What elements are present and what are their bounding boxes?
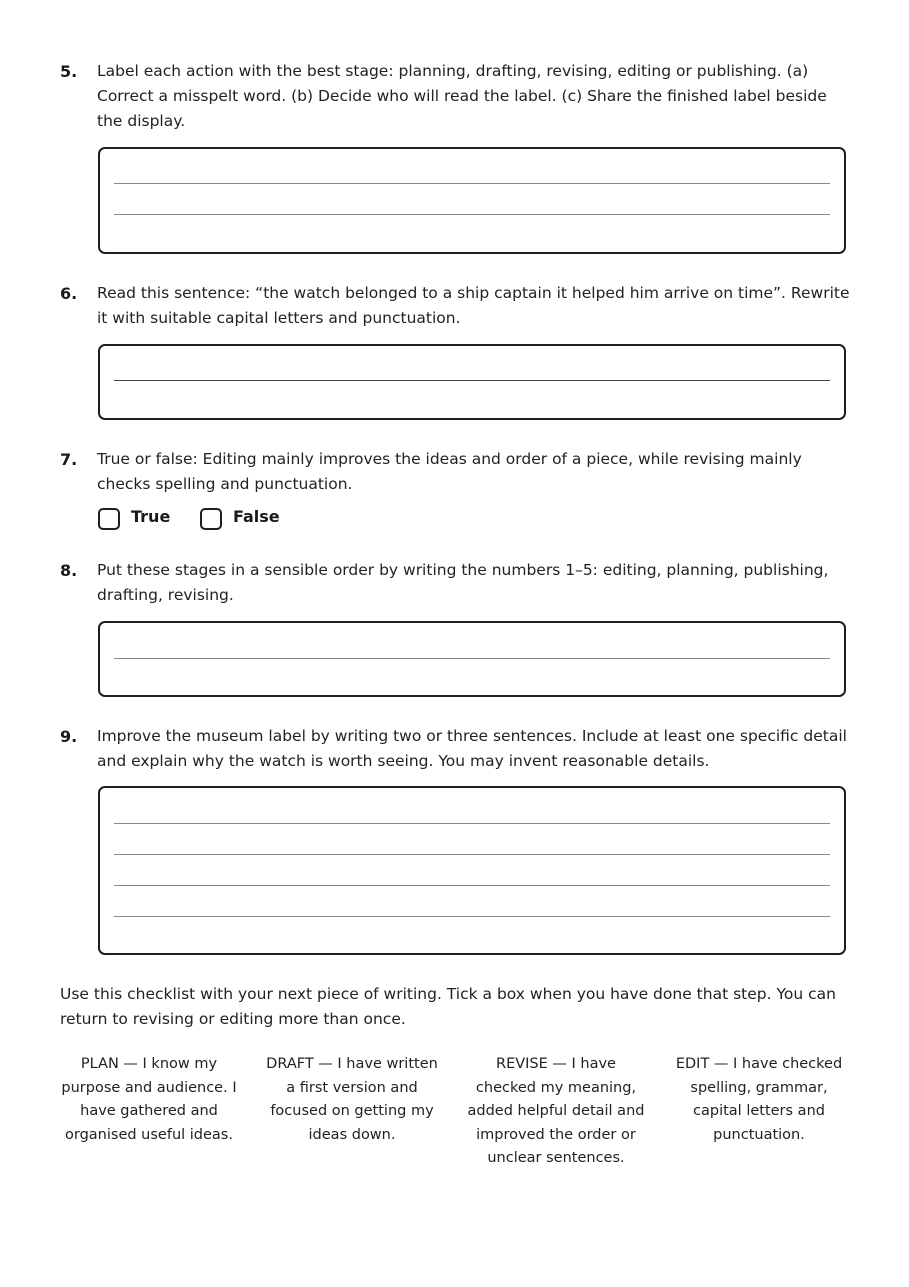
question-text: Improve the museum label by writing two or three sentences. Include at least one specific detail and explain why the watch is worth seeing. You may invent reasonable details. <box>97 727 847 770</box>
answer-box-5[interactable] <box>98 147 846 254</box>
writing-line <box>114 885 830 886</box>
checklist-step-edit: EDIT — I have checked spelling, grammar, capital letters and punctuation. <box>675 1056 843 1143</box>
answer-box-8[interactable] <box>98 621 846 697</box>
question-number: 5. <box>60 62 78 81</box>
checklist-step-revise: REVISE — I have checked my meaning, added helpful detail and improved the order or unclear sentences. <box>467 1056 645 1166</box>
checklist-intro: Use this checklist with your next piece of writing. Tick a box when you have done that step. You can return to revising or editing more than once. <box>60 985 836 1028</box>
question-text: Label each action with the best stage: planning, drafting, revising, editing or publishing. (a) Correct a misspelt word. (b) Decide who will read the label. (c) Share the finished label beside the display. <box>97 62 827 130</box>
checklist-step-draft: DRAFT — I have written a first version and focused on getting my ideas down. <box>266 1056 438 1143</box>
checklist-step-plan: PLAN — I know my purpose and audience. I have gathered and organised useful ideas. <box>61 1056 237 1143</box>
writing-line <box>114 658 830 659</box>
true-checkbox[interactable] <box>98 508 120 530</box>
false-checkbox[interactable] <box>200 508 222 530</box>
writing-line <box>114 916 830 917</box>
answer-box-6[interactable] <box>98 344 846 420</box>
question-number: 7. <box>60 450 78 469</box>
answer-box-9[interactable] <box>98 786 846 955</box>
question-text: True or false: Editing mainly improves the ideas and order of a piece, while revising mainly checks spelling and punctuation. <box>97 450 802 493</box>
true-label: True <box>131 507 171 526</box>
writing-line <box>114 214 830 215</box>
false-label: False <box>233 507 280 526</box>
question-number: 9. <box>60 727 78 746</box>
writing-line <box>114 854 830 855</box>
writing-line <box>114 823 830 824</box>
writing-line <box>114 183 830 184</box>
writing-line <box>114 380 830 381</box>
question-text: Read this sentence: “the watch belonged to a ship captain it helped him arrive on time”. Rewrite it with suitable capital letters and punctuation. <box>97 284 850 327</box>
question-number: 6. <box>60 284 78 303</box>
question-text: Put these stages in a sensible order by writing the numbers 1–5: editing, planning, publishing, drafting, revising. <box>97 561 829 604</box>
question-number: 8. <box>60 561 78 580</box>
